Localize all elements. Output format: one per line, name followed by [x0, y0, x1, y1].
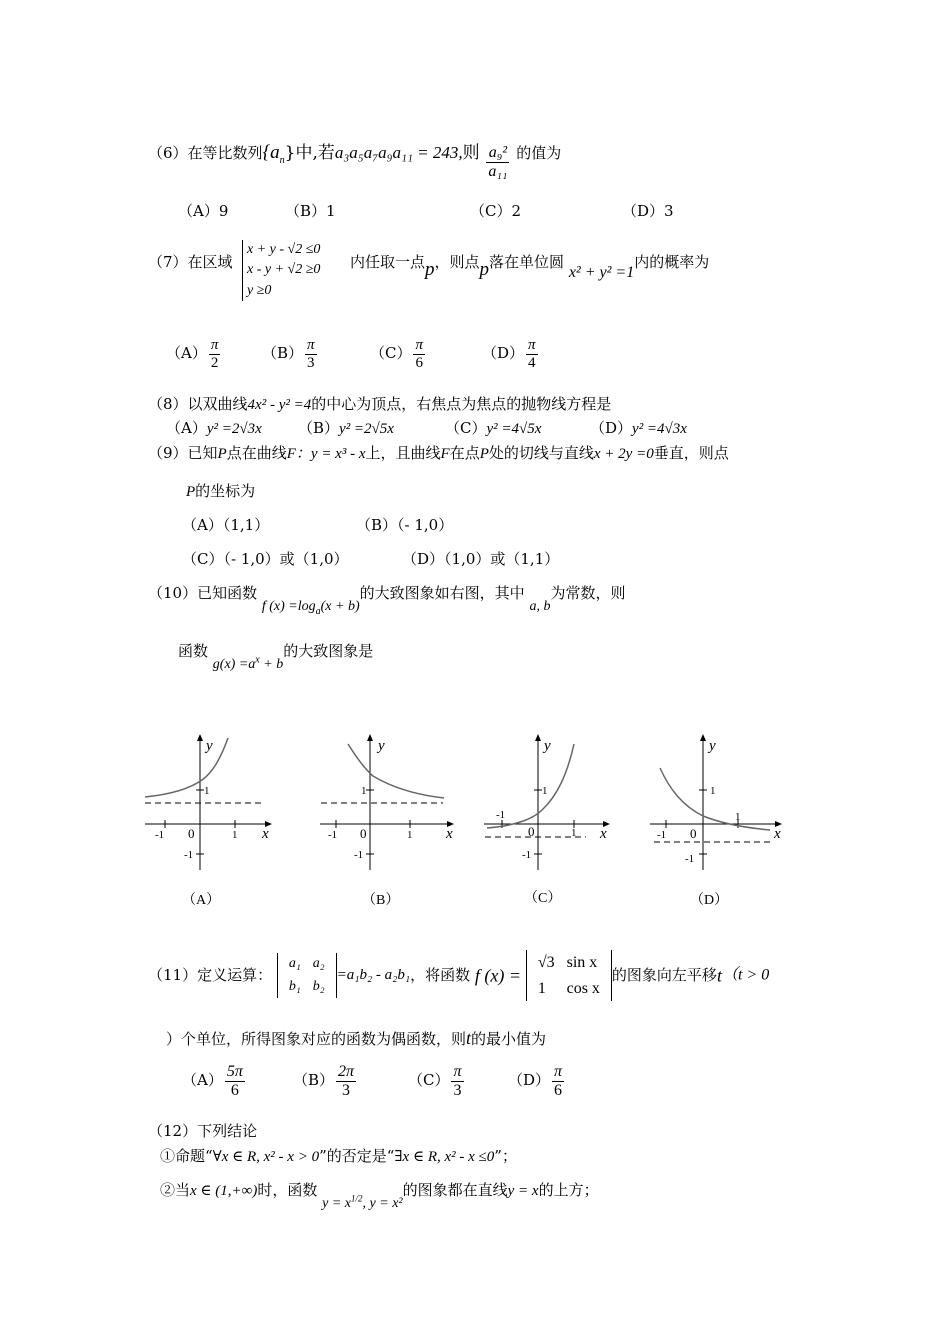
- q7-ineq-2: x - y + √2 ≥0: [247, 262, 321, 278]
- q7-option-b[interactable]: [262, 337, 319, 371]
- q11-line2: ）个单位，所得图象对应的函数为偶函数，则: [166, 1030, 467, 1048]
- q9-option-d[interactable]: （D）（1,0）或（1,1）: [402, 550, 560, 568]
- q12-item2-c: 时，函数: [257, 1181, 318, 1199]
- q11-stem: [148, 950, 769, 1001]
- caption: （A）: [182, 893, 221, 908]
- q11-option-c[interactable]: [408, 1063, 466, 1099]
- q11-text-c: 的图象向左平移: [611, 965, 717, 984]
- q8-option-a[interactable]: [166, 420, 262, 438]
- q11-option-b[interactable]: [293, 1063, 358, 1099]
- q8-stem: [148, 396, 611, 414]
- q8-option-d-label: （D）: [590, 419, 633, 437]
- q6-option-d[interactable]: （D）3: [622, 202, 674, 220]
- x-label: x: [774, 826, 781, 842]
- q11-option-d-label: （D）: [508, 1071, 551, 1090]
- origin: 0: [188, 826, 195, 841]
- q9-F2: F: [440, 446, 450, 462]
- q8-option-b[interactable]: [298, 420, 394, 438]
- y-label: y: [709, 738, 716, 754]
- q9-text-e: 处的切线与直线: [488, 444, 594, 462]
- det-a2: a₂: [312, 956, 325, 972]
- origin: 0: [690, 826, 697, 841]
- q10-line2-b: 的大致图象是: [283, 642, 374, 660]
- q10-stem-line2: [178, 643, 373, 673]
- y-label: y: [544, 738, 551, 754]
- q8-option-c-eq: y² =4√5x: [486, 421, 542, 437]
- q7-point-p: p: [425, 259, 435, 280]
- tick-neg-one: -1: [328, 829, 338, 841]
- q7-option-c[interactable]: [370, 337, 427, 371]
- q7-option-d[interactable]: [482, 337, 540, 371]
- caption: （C）: [524, 891, 562, 906]
- q8-option-b-eq: y² =2√5x: [339, 421, 394, 437]
- y-neg-one: -1: [354, 849, 364, 861]
- origin: 0: [528, 824, 535, 839]
- q12-item2-h: 的上方；: [538, 1181, 599, 1199]
- q9-F: F: [286, 446, 296, 462]
- q6-fraction: $\frac{\text{a₉²}}{\text{a₁₁}}$: [488, 144, 508, 180]
- y-label: y: [206, 738, 213, 754]
- q11-option-a-label: （A）: [182, 1071, 223, 1090]
- q7-point-p2: p: [479, 259, 490, 280]
- tick-neg-one: -1: [657, 829, 667, 841]
- q7-ineq-1: x + y - √2 ≤0: [247, 242, 321, 257]
- q8-option-c[interactable]: [445, 420, 541, 438]
- q6-then: 则: [462, 143, 480, 163]
- q11-option-a-frac: $\frac{5\pi}{6}$: [226, 1063, 243, 1099]
- curve: [145, 738, 228, 797]
- q11-definition: =a₁b₂ - a₂b₁: [336, 966, 411, 983]
- q11-text-b: ，将函数: [410, 965, 471, 984]
- det-b1: b₁: [288, 978, 301, 994]
- q12-item-2: [160, 1182, 599, 1212]
- curve: [660, 768, 770, 830]
- fdet-22: cos x: [566, 979, 600, 997]
- tick-one: 1: [571, 827, 577, 839]
- y-one: 1: [361, 785, 367, 797]
- q8-option-d-eq: y² =4√3x: [632, 421, 687, 437]
- q11-option-c-frac: $\frac{\pi}{3}$: [453, 1063, 462, 1099]
- q9-p3: P: [186, 484, 196, 500]
- q12-item2-b: x ∈ (1,+∞): [190, 1183, 258, 1199]
- q9-stem-line2: [186, 483, 255, 501]
- q11-option-c-label: （C）: [408, 1071, 450, 1090]
- q6-seq: {$a_n$: [262, 142, 285, 166]
- y-one: 1: [204, 785, 210, 797]
- q8-hyperbola: 4x² - y² =4: [247, 397, 312, 413]
- q11-f: f (x) =: [474, 965, 522, 986]
- q6-condition: a₃a₅a₇a₉a₁₁ = 243,: [334, 143, 463, 162]
- q10-line2-a: 函数: [178, 642, 209, 660]
- caption: （D）: [690, 893, 729, 908]
- q10-ab: a, b: [529, 599, 551, 614]
- q8-text-a: （8）以双曲线: [148, 395, 248, 413]
- q8-option-a-label: （A）: [166, 419, 207, 437]
- q10-graph-c[interactable]: [482, 730, 617, 915]
- fdet-21: 1: [537, 979, 546, 997]
- q12-item2-funcs: $y = x^{1/2}$, y = x²: [322, 1193, 403, 1211]
- q11-t2: t: [466, 1028, 472, 1048]
- q6-seq-close: }中,若: [284, 143, 335, 163]
- tick-one: 1: [735, 811, 741, 823]
- q9-option-c[interactable]: （C）（- 1,0）或（1,0）: [182, 550, 349, 568]
- q6-option-a[interactable]: （A）9: [178, 202, 229, 220]
- q7-text-c: 落在单位圆: [489, 253, 565, 271]
- q12-title: （12）下列结论: [148, 1122, 258, 1140]
- q7-region-system: [242, 240, 320, 301]
- q9-text-f: 垂直，则点: [653, 444, 729, 462]
- q9-stem: [148, 445, 729, 463]
- q11-t: t: [716, 965, 722, 986]
- q7-option-b-frac: $\frac{\pi}{3}$: [307, 337, 315, 371]
- q8-option-a-eq: y² =2√3x: [206, 421, 262, 437]
- q7-option-d-label: （D）: [482, 344, 525, 362]
- q7-unit-circle: x² + y² =1: [568, 264, 635, 281]
- q9-option-a[interactable]: （A）（1,1）: [182, 516, 270, 534]
- q8-option-d[interactable]: [590, 420, 687, 438]
- q7-option-a-label: （A）: [166, 344, 207, 362]
- y-neg-one: -1: [184, 849, 194, 861]
- q10-text-b: 的大致图象如右图，其中: [359, 584, 525, 602]
- q11-option-d-frac: $\frac{\pi}{6}$: [554, 1063, 563, 1099]
- q12-item1-a: ①命题“: [160, 1147, 213, 1165]
- q6-option-b[interactable]: （B）1: [285, 202, 336, 220]
- q12-item1-c: ”的否定是“: [319, 1147, 395, 1165]
- q7-text-a: 内任取一点: [350, 253, 426, 271]
- q10-graph-d[interactable]: [648, 730, 788, 915]
- q9-line2: 的坐标为: [195, 482, 256, 500]
- q12-item2-f: 的图象都在直线: [402, 1181, 508, 1199]
- q7-option-b-label: （B）: [262, 344, 304, 362]
- x-label: x: [262, 826, 269, 842]
- y-neg-one: -1: [685, 853, 695, 865]
- det-b2: b₂: [312, 978, 325, 994]
- tick-one: 1: [407, 829, 413, 841]
- q7-option-c-label: （C）: [370, 344, 412, 362]
- y-neg-one: -1: [522, 849, 532, 861]
- q7-option-a-frac: $\frac{\pi}{2}$: [210, 337, 219, 371]
- q6-label: （6）在等比数列: [148, 144, 263, 162]
- q9-text-b: 点在曲线: [226, 444, 287, 462]
- q11-f-det: [526, 950, 612, 1001]
- q8-option-b-label: （B）: [298, 419, 340, 437]
- q8-option-c-label: （C）: [445, 419, 487, 437]
- q10-text-a: （10）已知函数: [148, 584, 258, 602]
- q7-ineq-3: y ≥0: [247, 282, 272, 298]
- q9-p2: P: [479, 446, 489, 462]
- q7-stem: [350, 254, 709, 282]
- q12-item1-b: ∀x ∈ R, x² - x > 0: [212, 1149, 320, 1165]
- q11-option-a[interactable]: [182, 1063, 247, 1099]
- q9-option-b[interactable]: （B）（- 1,0）: [356, 516, 454, 534]
- x-label: x: [446, 826, 453, 842]
- fdet-11: √3: [537, 954, 555, 971]
- q9-text-d: 在点: [449, 444, 480, 462]
- x-label: x: [600, 826, 607, 842]
- q9-line: x + 2y =0: [593, 446, 654, 462]
- tick-one: 1: [232, 829, 238, 841]
- q7-option-a[interactable]: [166, 337, 222, 371]
- q9-curve: ：y = x³ - x: [295, 446, 366, 462]
- q7-option-d-frac: $\frac{\pi}{4}$: [528, 337, 536, 371]
- q12-item2-a: ②当: [160, 1181, 191, 1199]
- q10-f: f $(x) =\log_a(x + b)$: [261, 599, 360, 617]
- q6-stem: [148, 142, 561, 181]
- y-one: 1: [710, 785, 716, 797]
- fdet-12: sin x: [566, 954, 598, 971]
- q11-def-det: [277, 953, 337, 998]
- q11-option-b-frac: $\frac{2\pi}{3}$: [338, 1063, 355, 1099]
- q12-item-1: [160, 1148, 517, 1166]
- q6-tail: 的值为: [516, 144, 562, 162]
- origin: 0: [360, 826, 367, 841]
- q11-stem-line2: [166, 1028, 546, 1049]
- q7-text-b: ，则点: [434, 253, 480, 271]
- q9-text-a: （9）已知: [148, 444, 218, 462]
- q9-text-c: 上，且曲线: [365, 444, 441, 462]
- q10-stem: [148, 585, 625, 617]
- tick-neg-one: -1: [155, 829, 165, 841]
- q10-graph-a[interactable]: [140, 730, 275, 915]
- q6-option-c[interactable]: （C）2: [470, 202, 522, 220]
- q12-item1-d: ∃x ∈ R, x² - x ≤0: [394, 1149, 495, 1165]
- q10-g: $g(x) =a^x + b$: [212, 654, 284, 672]
- q7-option-c-frac: $\frac{\pi}{6}$: [415, 337, 423, 371]
- q7-label: （7）在区域: [148, 253, 233, 271]
- q8-text-b: 的中心为顶点，右焦点为焦点的抛物线方程是: [311, 395, 612, 413]
- q11-condition: （t > 0: [721, 966, 770, 984]
- q11-line2-b: 的最小值为: [471, 1030, 547, 1048]
- y-one: 1: [542, 785, 548, 797]
- y-label: y: [378, 738, 385, 754]
- q7-text-d: 内的概率为: [634, 253, 710, 271]
- q11-option-d[interactable]: [508, 1063, 566, 1099]
- q9-p: P: [217, 446, 227, 462]
- q10-text-c: 为常数，则: [550, 584, 626, 602]
- q12-item2-g: y = x: [507, 1183, 539, 1199]
- det-a1: a₁: [288, 956, 301, 972]
- q11-text-a: （11）定义运算：: [148, 965, 273, 984]
- tick-neg-one: -1: [496, 809, 506, 821]
- q12-item1-e: ”；: [494, 1147, 517, 1165]
- caption: （B）: [362, 893, 400, 908]
- q11-option-b-label: （B）: [293, 1071, 335, 1090]
- q10-graph-b[interactable]: [318, 730, 458, 915]
